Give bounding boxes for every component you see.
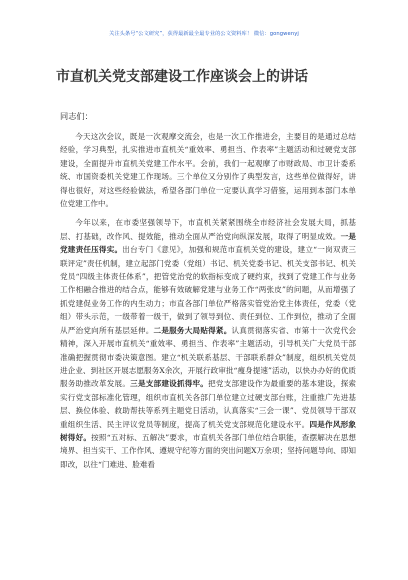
paragraph-1 (60, 130, 356, 210)
paragraph-text: 今天这次会议，既是一次观摩交流会，也是一次工作推进会，主要目的是通过总结经验，学习典型，扎实推进市直机关“重效率、勇担当、作表率”主题活动和过硬党支部建设，全面提升市直机关党建工作水平。会前，我们一起观摩了市财政局、市卫计委系统、市国资委机关党建工作现场。三个单位又分别作了典型发言，这些单位做得好，讲得也很好，对这些经验做法，希望各部门单位一定要认真学习借鉴，运用到本部门本单位党建工作中。 (60, 132, 356, 209)
highlight-point-3: 三是支部建设抓得牢。 (130, 379, 209, 389)
paragraph-text: 把党支部建设作为最重要的基本建设，探索实行党支部标准化管理，组织市直机关各部门单位建立过硬支部台账，注重推广先进基层、换位体验、救助帮扶等系列主题党日活动，认真落实“三会一课”、党员领导干部双重组织生活、民主评议党员等制度，提高了机关党支部规范化建设水平。 (60, 379, 357, 429)
highlight-point-1: 一是党建责任压得实。 (60, 231, 356, 255)
promo-banner: 关注头条号“公文研究”，获得最新最全最专业的公文资料库！ 微信：gongwenyj (109, 31, 299, 37)
highlight-point-2: 二是服务大局贴得紧。 (153, 325, 232, 335)
salutation: 同志们： (60, 111, 93, 121)
document-body (60, 130, 356, 471)
paragraph-text: 今年以来，在市委坚强领导下，市直机关紧紧围绕全市经济社会发展大局，抓基层、打基础，改作风、提效能，推动全面从严治党向纵深发展，取得了明显成效。 (60, 218, 356, 241)
paragraph-text: 出台专门《意见》，加强和规范市直机关党的建设，建立“一岗双责三联评定”责任机制，建立起部门党委（党组）书记、机关党委书记、机关支部书记、机关党员“四级主体责任体系”，把管党治党的软指标变成了硬约束，找到了党建工作与业务工作相融合推进的结合点，能够有效破解党建与业务工作“两张皮”的问题，从而增强了抓党建促业务工作的内生动力；市直各部门单位严格落实管党治党主体责任，党委（党组）带头示范，一级带着一级干，做到了领导到位、责任到位、工作到位，推动了全面从严治党向所有基层延伸。 (60, 245, 356, 335)
paragraph-2 (60, 216, 356, 471)
paragraph-text: 按照“五对标、五解决”要求，市直机关各部门单位结合职能，查摆解决在思想境界、担当实干、工作作风、遵规守纪等方面的突出问题X万余项；坚持问题导向、即知即改，以往“门难进、脸难看 (60, 432, 356, 469)
paragraph-text: 认真贯彻落实省、市第十一次党代会精神，深入开展市直机关“重效率、勇担当、作表率”主题活动，引导机关广大党员干部准确把握贯彻市委决策意图。建立“机关联系基层、干部联系群众”制度，组织机关党员进企业、到社区开展志愿服务X余次，开展行政审批“瘦身提速”活动，以快办办好的优质服务助推改革发展。 (60, 325, 357, 389)
document-title: 市直机关党支部建设工作座谈会上的讲话 (56, 69, 308, 85)
highlight-point-4: 四是作风形象树得好。 (60, 419, 357, 442)
